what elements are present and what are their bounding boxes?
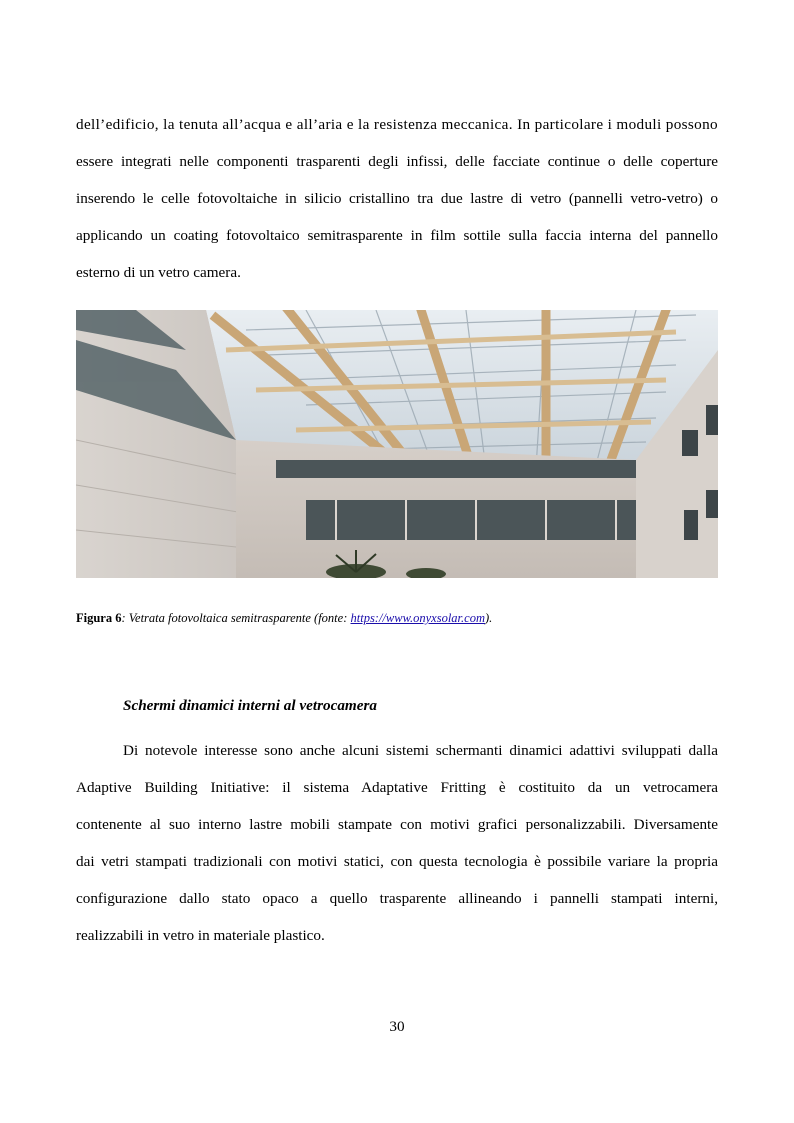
figure-caption — [76, 609, 492, 627]
figure-caption-text: : Vetrata fotovoltaica semitrasparente (fonte: — [121, 611, 351, 625]
paragraph-line: contenente al suo interno lastre mobili stampate con motivi grafici personalizzabili. Diversamente — [76, 816, 718, 833]
paragraph-line: realizzabili in vetro in materiale plastico. — [76, 927, 325, 944]
paragraph-line: dai vetri stampati tradizionali con motivi statici, con questa tecnologia è possibile variare la propria — [76, 853, 718, 870]
body-paragraph-1 — [76, 106, 718, 291]
paragraph-line: essere integrati nelle componenti trasparenti degli infissi, delle facciate continue o delle coperture — [76, 153, 718, 170]
body-paragraph-2 — [76, 732, 718, 954]
paragraph-line: dell’edificio, la tenuta all’acqua e all’aria e la resistenza meccanica. In particolare i moduli possono — [76, 116, 718, 133]
figure-caption-end: ). — [485, 611, 493, 625]
page-number: 30 — [389, 1018, 405, 1035]
paragraph-line: Di notevole interesse sono anche alcuni sistemi schermanti dinamici adattivi sviluppati dalla — [123, 742, 718, 759]
paragraph-line: esterno di un vetro camera. — [76, 264, 241, 281]
section-title: Schermi dinamici interni al vetrocamera — [123, 697, 377, 714]
paragraph-line: inserendo le celle fotovoltaiche in silicio cristallino tra due lastre di vetro (pannelli vetro-vetro) o — [76, 190, 718, 207]
source-link[interactable]: https://www.onyxsolar.com — [350, 611, 485, 625]
figure-label: Figura 6 — [76, 611, 122, 625]
paragraph-line: Adaptive Building Initiative: il sistema Adaptative Fritting è costituito da un vetrocamera — [76, 779, 718, 796]
paragraph-line: applicando un coating fotovoltaico semitrasparente in film sottile sulla faccia interna del pannello — [76, 227, 718, 244]
paragraph-line: configurazione dallo stato opaco a quello trasparente allineando i pannelli stampati interni, — [76, 890, 718, 907]
atrium-skylight-photo — [76, 310, 718, 578]
